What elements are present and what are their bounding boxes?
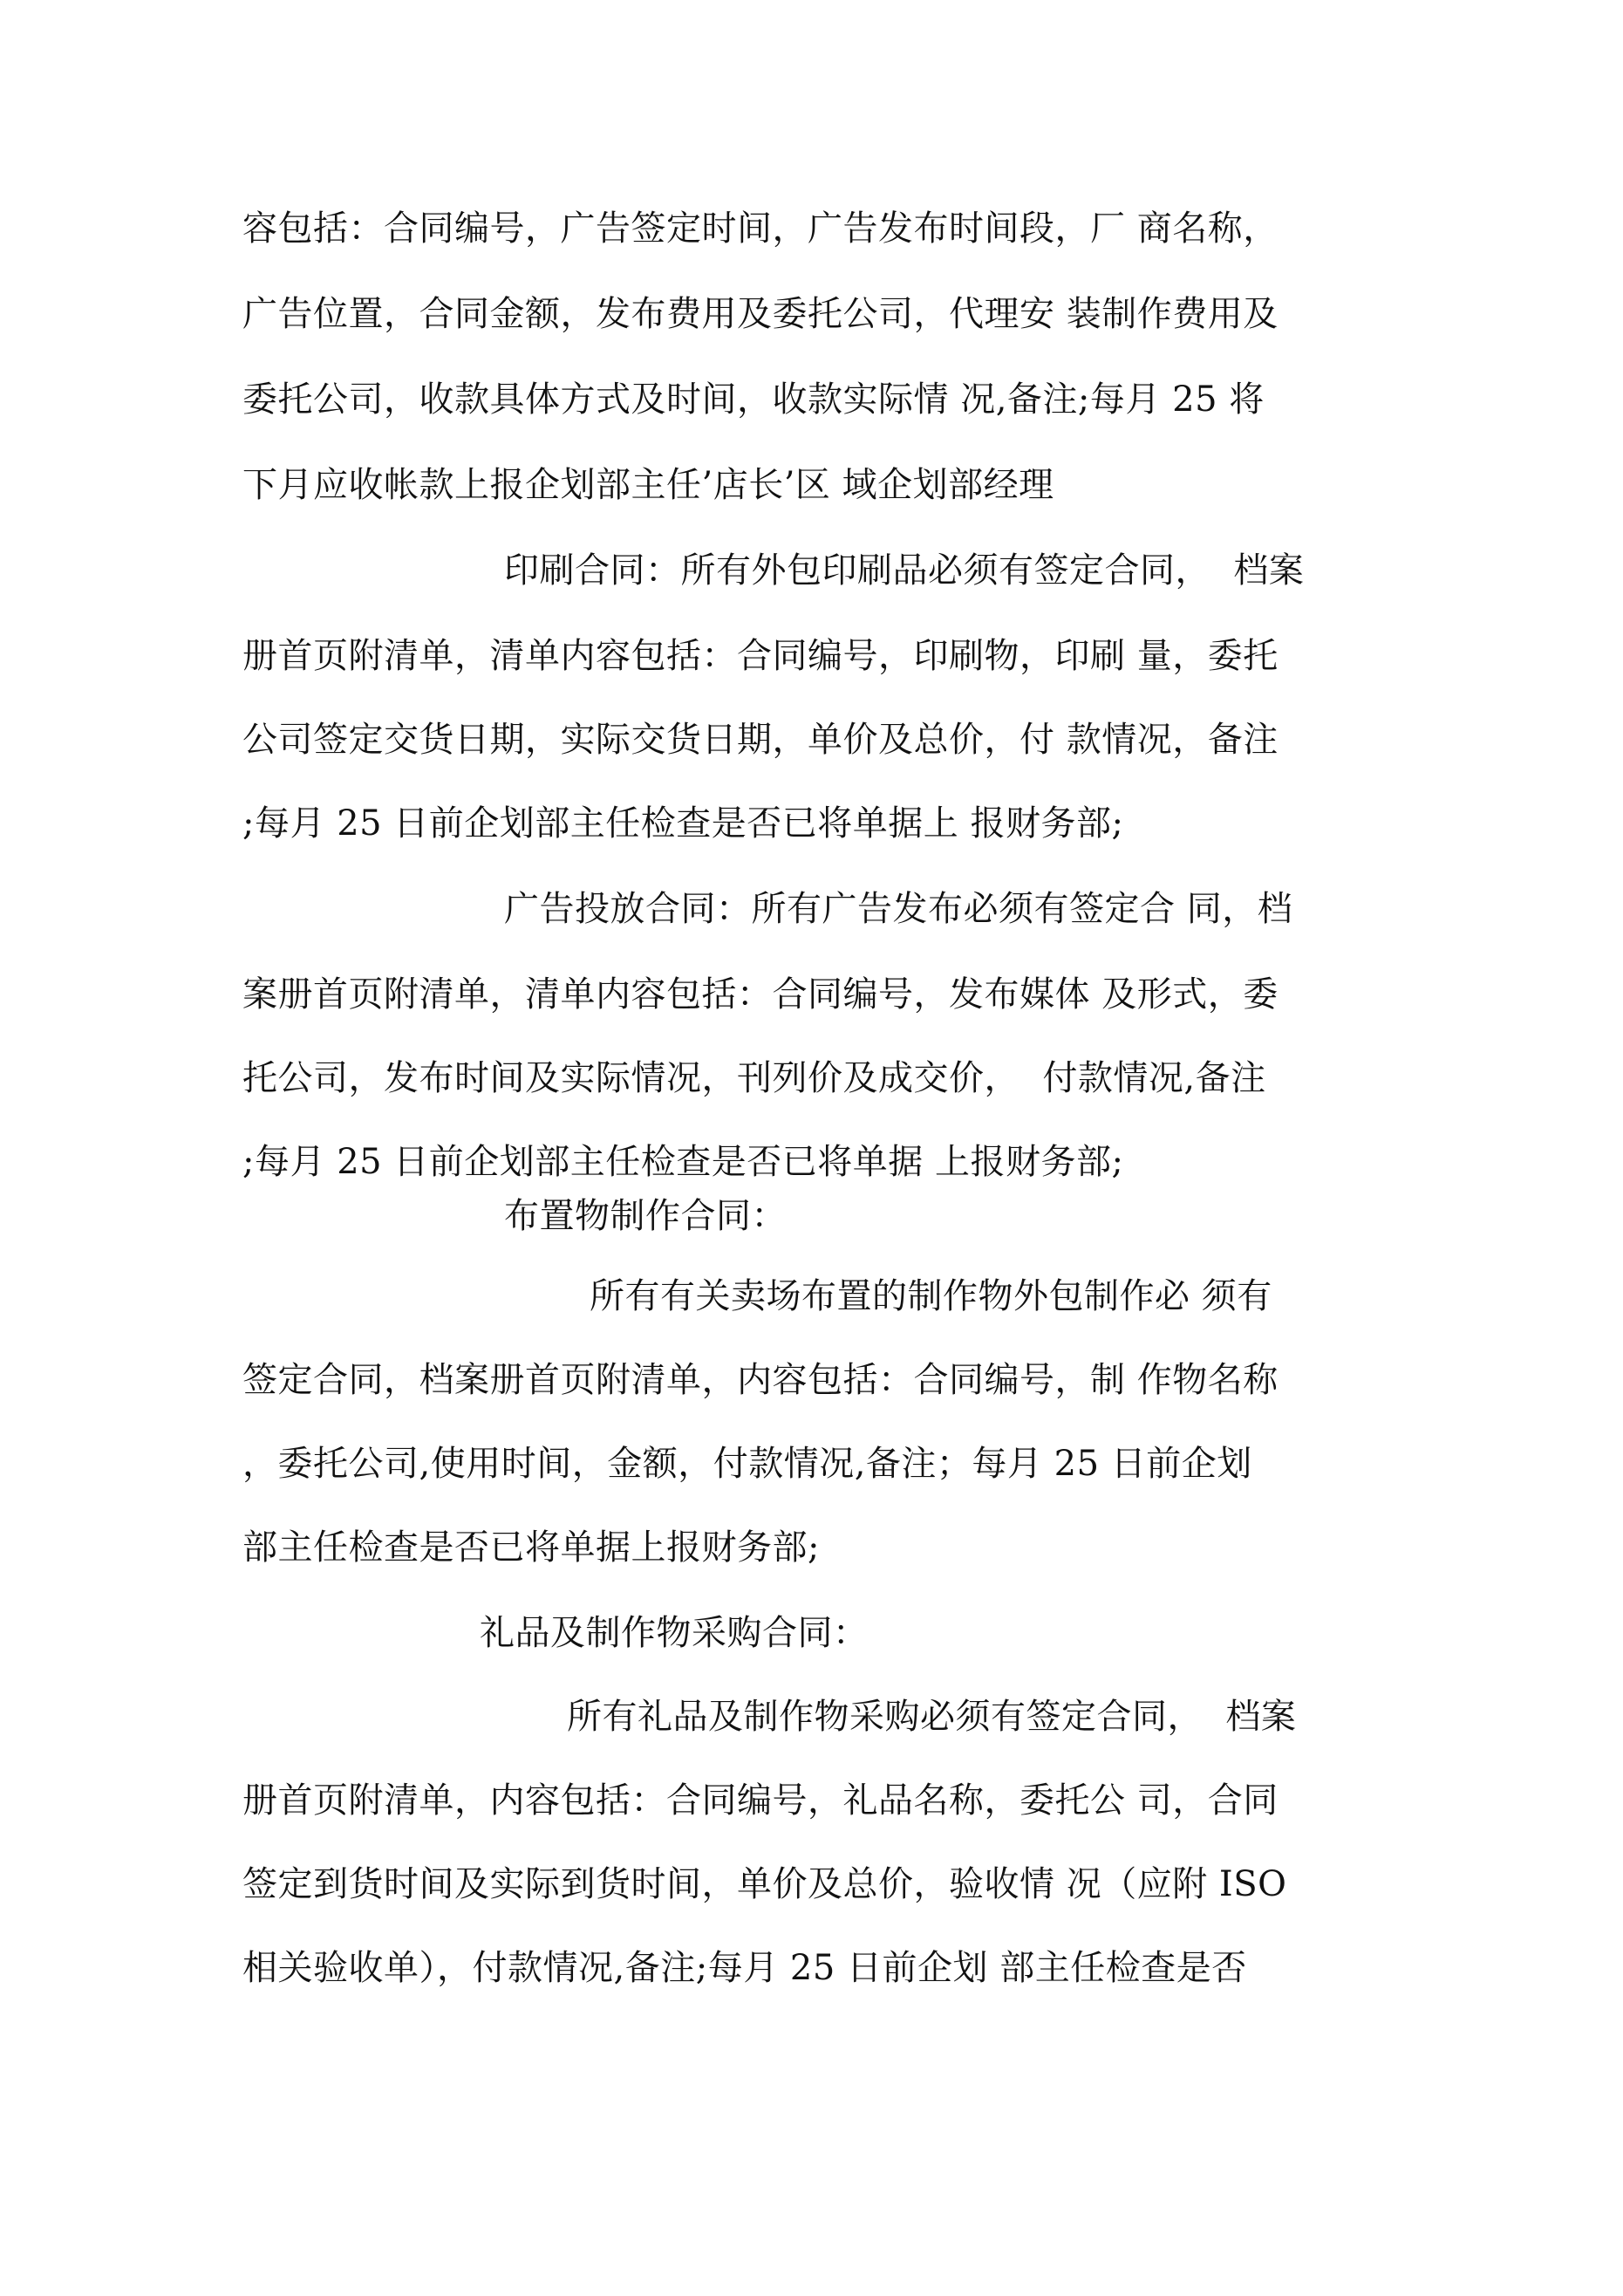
body-text-line: 部主任检查是否已将单据上报财务部; [242, 1527, 820, 1568]
body-text-line: 册首页附清单，内容包括：合同编号，礼品名称，委托公 司，合同 [242, 1780, 1279, 1821]
section-heading-ad-placement-contract: 广告投放合同：所有广告发布必须有签定合 同，档 [504, 889, 1293, 929]
body-text-line: 册首页附清单，清单内容包括：合同编号，印刷物，印刷 量，委托 [242, 636, 1279, 676]
body-text-line: ，委托公司,使用时间，金额，付款情况,备注；每月 25 日前企划 [242, 1444, 1252, 1484]
body-text-line: 所有有关卖场布置的制作物外包制作必 须有 [590, 1276, 1272, 1316]
body-text-line: 签定合同，档案册首页附清单，内容包括：合同编号，制 作物名称 [242, 1360, 1279, 1400]
body-text-line: 所有礼品及制作物采购必须有签定合同， 档案 [567, 1697, 1297, 1737]
body-text-line: 公司签定交货日期，实际交货日期，单价及总价，付 款情况，备注 [242, 720, 1279, 760]
section-heading-gift-purchase-contract: 礼品及制作物采购合同： [480, 1613, 869, 1653]
body-text-line: 相关验收单），付款情况,备注;每月 25 日前企划 部主任检查是否 [242, 1948, 1247, 1988]
body-text-line: 托公司，发布时间及实际情况，刊列价及成交价， 付款情况,备注 [242, 1058, 1266, 1098]
body-text-line: 容包括：合同编号，广告签定时间，广告发布时间段，厂 商名称， [242, 208, 1279, 249]
body-text-line: ;每月 25 日前企划部主任检查是否已将单据上 报财务部; [242, 803, 1124, 844]
body-text-line: 下月应收帐款上报企划部主任’店长’区 域企划部经理 [242, 465, 1054, 505]
body-text-line: 签定到货时间及实际到货时间，单价及总价，验收情 况（应附 ISO [242, 1864, 1287, 1904]
body-text-line: 委托公司，收款具体方式及时间，收款实际情 况,备注;每月 25 将 [242, 379, 1265, 420]
body-text-line: 广告位置，合同金额，发布费用及委托公司，代理安 装制作费用及 [242, 294, 1279, 334]
body-text-line: ;每月 25 日前企划部主任检查是否已将单据 上报财务部; [242, 1142, 1124, 1182]
section-heading-decoration-contract: 布置物制作合同： [504, 1196, 787, 1236]
section-heading-print-contract: 印刷合同：所有外包印刷品必须有签定合同， 档案 [504, 550, 1305, 591]
body-text-line: 案册首页附清单，清单内容包括：合同编号，发布媒体 及形式，委 [242, 974, 1279, 1015]
